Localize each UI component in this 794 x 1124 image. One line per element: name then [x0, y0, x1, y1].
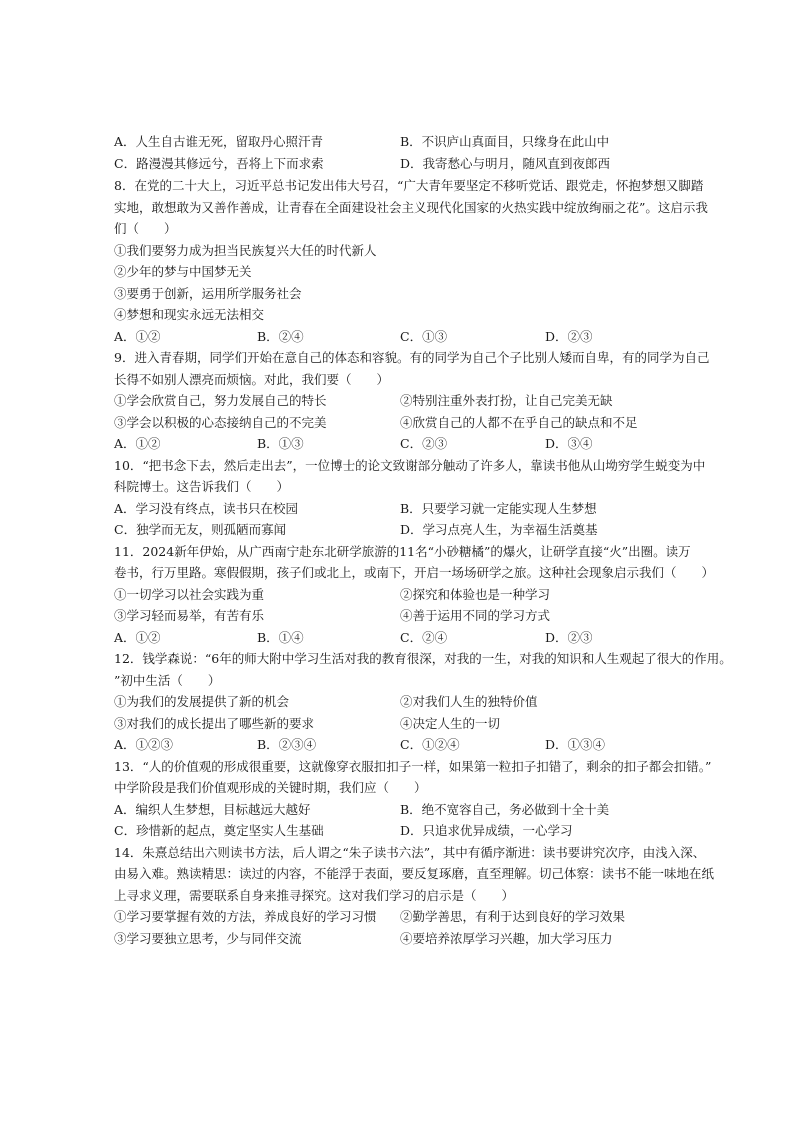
- q7-option-c[interactable]: C．路漫漫其修远兮，吾将上下而求索: [114, 156, 324, 171]
- q8-option-a[interactable]: A．①②: [114, 329, 161, 344]
- q14-statement-4: ④要培养浓厚学习兴趣，加大学习压力: [400, 931, 613, 946]
- q10-stem-line-2: 科院博士。这告诉我们（ ）: [114, 479, 290, 494]
- q12-option-c[interactable]: C．①②④: [400, 737, 460, 752]
- q10-stem-line-1: 10．“把书念下去，然后走出去”，一位博士的论文致谢部分触动了许多人，靠读书他从山坳穷学生蜕变为中: [114, 458, 706, 473]
- q7-option-b[interactable]: B．不识庐山真面目，只缘身在此山中: [400, 134, 610, 149]
- q14-statement-2: ②勤学善思，有利于达到良好的学习效果: [400, 909, 626, 924]
- q14-statement-3: ③学习要独立思考，少与同伴交流: [114, 931, 302, 946]
- q8-stem-line-3: 们（ ）: [114, 221, 177, 236]
- q12-statement-3: ③对我们的成长提出了哪些新的要求: [114, 716, 315, 731]
- q13-stem-line-1: 13．“人的价值观的形成很重要，这就像穿衣服扣扣子一样，如果第一粒扣子扣错了，剩余的扣子都会扣错。”: [114, 759, 712, 774]
- q12-statement-2: ②对我们人生的独特价值: [400, 694, 538, 709]
- q7-option-a[interactable]: A．人生自古谁无死，留取丹心照汗青: [114, 134, 324, 149]
- q10-option-b[interactable]: B．只要学习就一定能实现人生梦想: [400, 501, 597, 516]
- q12-stem-line-1: 12．钱学森说：“6年的师大附中学习生活对我的教育很深，对我的一生，对我的知识和人生观起了很大的作用。: [114, 651, 732, 666]
- q12-statement-4: ④决定人生的一切: [400, 716, 501, 731]
- q9-option-c[interactable]: C．②③: [400, 436, 448, 451]
- q8-statement-2: ②少年的梦与中国梦无关: [114, 264, 252, 279]
- q9-statement-3: ③学会以积极的心态接纳自己的不完美: [114, 415, 327, 430]
- q9-statement-1: ①学会欣赏自己，努力发展自己的特长: [114, 393, 327, 408]
- q9-statement-2: ②特别注重外表打扮，让自己完美无缺: [400, 393, 613, 408]
- q14-stem-line-3: 上寻求义理，需要联系自身来推寻探究。这对我们学习的启示是（ ）: [114, 888, 515, 903]
- q13-option-d[interactable]: D．只追求优异成绩，一心学习: [400, 823, 573, 838]
- q12-stem-line-2: ”初中生活（ ）: [114, 673, 221, 688]
- q11-statement-4: ④善于运用不同的学习方式: [400, 608, 551, 623]
- q11-option-b[interactable]: B．①④: [257, 630, 304, 645]
- q9-statement-4: ④欣赏自己的人都不在乎自己的缺点和不足: [400, 415, 638, 430]
- q13-option-b[interactable]: B．绝不宽容自己，务必做到十全十美: [400, 802, 610, 817]
- q10-option-d[interactable]: D．学习点亮人生，为幸福生活奠基: [400, 522, 598, 537]
- q8-statement-1: ①我们要努力成为担当民族复兴大任的时代新人: [114, 243, 377, 258]
- q14-stem-line-2: 由易入难。熟读精思：读过的内容，不能浮于表面，要反复琢磨，直至理解。切己体察：读书不能一味地在纸: [114, 866, 715, 881]
- q10-option-c[interactable]: C．独学而无友，则孤陋而寡闻: [114, 522, 287, 537]
- q8-option-d[interactable]: D．②③: [545, 329, 593, 344]
- q14-stem-line-1: 14．朱熹总结出六则读书方法，后人谓之“朱子读书六法”，其中有循序渐进：读书要讲究次序，由浅入深、: [114, 845, 706, 860]
- q13-stem-line-2: 中学阶段是我们价值观形成的关键时期，我们应（ ）: [114, 780, 427, 795]
- q8-statement-3: ③要勇于创新，运用所学服务社会: [114, 286, 302, 301]
- q12-statement-1: ①为我们的发展提供了新的机会: [114, 694, 290, 709]
- q8-stem-line-1: 8．在党的二十大上，习近平总书记发出伟大号召，“广大青年要坚定不移听党话、跟党走，怀抱梦想又脚踏: [114, 178, 704, 193]
- q11-option-c[interactable]: C．②④: [400, 630, 448, 645]
- q12-option-a[interactable]: A．①②③: [114, 737, 174, 752]
- q11-option-a[interactable]: A．①②: [114, 630, 161, 645]
- q8-statement-4: ④梦想和现实永远无法相交: [114, 307, 265, 322]
- q8-option-b[interactable]: B．②④: [257, 329, 304, 344]
- q11-stem-line-2: 卷书，行万里路。寒假假期，孩子们或北上，或南下，开启一场场研学之旅。这种社会现象启示我们（ ）: [114, 565, 715, 580]
- q9-stem-line-1: 9．进入青春期，同学们开始在意自己的体态和容貌。有的同学为自己个子比别人矮而自卑，有的同学为自己: [114, 350, 710, 365]
- q9-option-d[interactable]: D．③④: [545, 436, 593, 451]
- q10-option-a[interactable]: A．学习没有终点，读书只在校园: [114, 501, 299, 516]
- q8-stem-line-2: 实地，敢想敢为又善作善成，让青春在全面建设社会主义现代化国家的火热实践中绽放绚丽之花”。这启示我: [114, 200, 708, 215]
- q14-statement-1: ①学习要掌握有效的方法，养成良好的学习习惯: [114, 909, 377, 924]
- q9-stem-line-2: 长得不如别人漂亮而烦恼。对此，我们要（ ）: [114, 372, 390, 387]
- q7-option-d[interactable]: D．我寄愁心与明月，随风直到夜郎西: [400, 156, 611, 171]
- q11-statement-1: ①一切学习以社会实践为重: [114, 587, 265, 602]
- q11-statement-3: ③学习轻而易举，有苦有乐: [114, 608, 265, 623]
- q11-statement-2: ②探究和体验也是一种学习: [400, 587, 551, 602]
- q9-option-b[interactable]: B．①③: [257, 436, 304, 451]
- q12-option-d[interactable]: D．①③④: [545, 737, 606, 752]
- q12-option-b[interactable]: B．②③④: [257, 737, 317, 752]
- q13-option-c[interactable]: C．珍惜新的起点，奠定坚实人生基础: [114, 823, 324, 838]
- q9-option-a[interactable]: A．①②: [114, 436, 161, 451]
- q13-option-a[interactable]: A．编织人生梦想，目标越远大越好: [114, 802, 311, 817]
- q11-stem-line-1: 11．2024新年伊始，从广西南宁赴东北研学旅游的11名“小砂糖橘”的爆火，让研学直接“火”出圈。读万: [114, 544, 691, 559]
- q11-option-d[interactable]: D．②③: [545, 630, 593, 645]
- q8-option-c[interactable]: C．①③: [400, 329, 448, 344]
